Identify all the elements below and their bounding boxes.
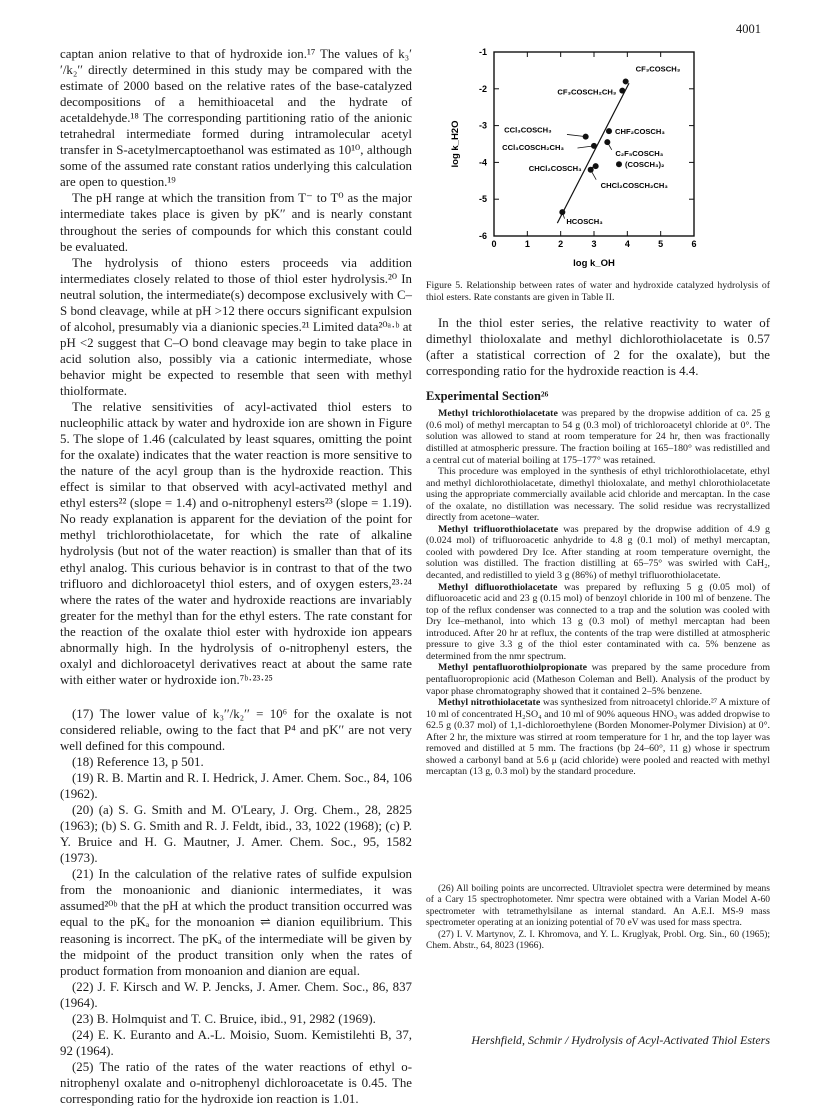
right-text <box>426 315 770 404</box>
data-point <box>606 128 612 134</box>
experimental-paragraph: Methyl trifluorothiolacetate was prepared by the dropwise addition of 4.9 g (0.024 mol) of trifluoroacetic anhydride to 4.8 g (0.1 mol) of methyl mercaptan, cooled with powdered Dry Ice. After standing at room temperature overnight, the solution was distilled. The fraction distilling at 65–75° was swirled with CaH₂, decanted, and redistilled to yield 3 g (86%) of methyl trifluorothiolacetate. <box>426 523 770 582</box>
point-label: (COSCH₃)₂ <box>625 160 665 170</box>
section-heading: Experimental Section²⁶ <box>426 389 549 404</box>
x-tick-label: 6 <box>691 239 697 249</box>
reference: (21) In the calculation of the relative rates of sulfide expulsion from the monoanionic and dianionic intermediates, it was assumed²⁰ᵇ that the pH at which the product transition occurred was equal to the pKₐ for the monoanion ⇌ dianion equilibrium. This reasoning is incorrect. The pKₐ of the intermediate will be given by the midpoint of the product transition only when the rates of product formation from monoanion and dianion are equal. <box>60 867 412 978</box>
page-number: 4001 <box>736 22 761 36</box>
experimental-paragraph: Methyl nitrothiolacetate was synthesized from nitroacetyl chloride.²⁷ A mixture of 10 ml of concentrated H₂SO₄ and 10 ml of 90% aqueous HNO₃ was added dropwise to 62.5 g (0.37 mol) of 1,1-dichloroethylene (Borden Monomer-Polymer Division) at 0°. After 2 hr, the mixture was stirred at room temperature for 1 hr, and the top layer was removed and distilled at 5 mm. The fractions (bp 24–60°, 11 g) whose ir spectrum showed a carbonyl band at 5.6 μ (acid chloride) were pooled and reacted with methyl mercaptan (13 g, 0.3 mol) by the standard procedure. <box>426 697 770 778</box>
x-tick-label: 5 <box>658 239 664 249</box>
y-tick-label: -5 <box>478 194 487 205</box>
footnotes <box>426 884 770 952</box>
point-label: CF₃COSCH₃ <box>635 64 681 74</box>
reference: (23) B. Holmquist and T. C. Bruice, ibid., 91, 2982 (1969). <box>72 1011 376 1026</box>
reference: (19) R. B. Martin and R. I. Hedrick, J. Amer. Chem. Soc., 84, 106 (1962). <box>60 771 412 802</box>
data-point <box>559 209 565 215</box>
footnote: (26) All boiling points are uncorrected. Ultraviolet spectra were determined by means of a Cary 15 spectrophotometer. Nmr spectra were obtained with a Varian Model A-60 spectrometer with tetramethylsilane as internal standard. An A.E.I. MS-9 mass spectrometer operating at an ionizing potential of 70 eV was used for mass spectra. <box>426 884 770 929</box>
experimental-paragraph: Methyl difluorothiolacetate was prepared by refluxing 5 g (0.05 mol) of difluoroacetic acid and 23 g (0.15 mol) of benzoyl chloride in 100 ml of benzene. The top of the reflux condenser was connected to a trap and the solution was cooled with Dry Ice–methanol, into which 13 g (0.3 mol) of methyl mercaptan had been introduced. After 20 hr at reflux, the contents of the trap were distilled at atmospheric pressure to give 3.3 g of the thiol ester contaminated with ca. 5% benzene as determined from the nmr spectrum. <box>426 581 770 662</box>
label-leader <box>567 134 586 136</box>
y-tick-label: -4 <box>478 157 487 168</box>
y-axis-label: log k_H2O <box>450 120 461 168</box>
point-label: HCOSCH₃ <box>566 217 603 227</box>
experimental-paragraph: This procedure was employed in the synthesis of ethyl trichlorothiolacetate, ethyl and methyl dichlorothiolacetate, dimethyl thioloxalate, and methyl chlorothiolacetate using the appropriate commercially available acid chloride and mercaptan. In the case of the oxalate, no distillation was necessary. The solid residue was recrystallized directly from acetone–water. <box>426 466 770 524</box>
paragraph: In the thiol ester series, the relative reactivity to water of dimethyl thioloxalate and methyl dichlorothiolacetate is 0.57 (after a statistical correction of 2 for the oxalate), but the corresponding ratio for the hydroxide reaction is 4.4. <box>426 316 770 379</box>
paragraph: The hydrolysis of thiono esters proceeds via addition intermediates closely related to those of thiol ester hydrolysis.²⁰ In neutral solution, the intermediate(s) decompose exclusively with C–S bond cleavage, while at pH >12 there occurs significant expulsion of alcohol, presumably via a dianionic species.²¹ Limited data²⁰ᵃ·ᵇ at pH <2 suggest that C–O bond cleavage may begin to take place in acid solution also, possibly via a cationic intermediate, whose behavior might be expected to resemble that seen with methyl thiolformate. <box>60 255 412 398</box>
left-column <box>60 46 412 1107</box>
x-tick-label: 1 <box>524 239 530 249</box>
data-point <box>616 161 622 167</box>
x-tick-label: 4 <box>624 239 630 249</box>
reference: (24) E. K. Euranto and A.-L. Moisio, Suom. Kemistilehti B, 37, 92 (1964). <box>60 1027 412 1058</box>
label-leader <box>591 170 597 180</box>
reference: (22) J. F. Kirsch and W. P. Jencks, J. Amer. Chem. Soc., 86, 837 (1964). <box>60 979 412 1010</box>
point-label: C₂F₅COSCH₃ <box>615 149 664 159</box>
y-tick-label: -1 <box>478 47 487 57</box>
x-tick-label: 3 <box>591 239 597 249</box>
data-point <box>604 139 610 145</box>
paragraph: The pH range at which the transition from T⁻ to T⁰ as the major intermediate takes place is given by pK′′ and is nearly constant throughout the series of compounds for which this constant could be evaluated. <box>60 191 412 254</box>
footnote: (27) I. V. Martynov, Z. I. Khromova, and Y. L. Kruglyak, Probl. Org. Sin., 60 (1965); Chem. Abstr., 64, 8023 (1966). <box>426 929 770 952</box>
paragraph: The relative sensitivities of acyl-activated thiol esters to nucleophilic attack by water and hydroxide ion are shown in Figure 5. The slope of 1.46 (calculated by least squares, omitting the point for the oxalate) indicates that the water reaction is more sensitive to the nature of the acyl group than is the hydroxide reaction. This effect is similar to that observed with acyl-activated methyl and ethyl esters²² (slope = 1.4) and o-nitrophenyl esters²³ (slope = 1.19). No ready explanation is apparent for the deviation of the point for methyl trichlorothiolacetate, for which the rate of alkaline hydrolysis (but not of the water reaction) is smaller than that of its ethyl analog. This curious behavior is in contrast to that of the two trifluoro and dichloroacetyl thiol esters, and of oxygen esters,²³·²⁴ where the rates of the water and hydroxide reactions are invariably greater for the methyl than for the ethyl esters. The rate constant for the reaction of the oxalate thiol ester with hydroxide ion appears abnormally high. In the hydrolysis of o-nitrophenyl esters, the oxalyl and dichloroacetyl derivatives react at about the same rate with either water or hydroxide ion.⁷ᵇ·²³·²⁵ <box>60 400 412 687</box>
experimental-section <box>426 408 770 778</box>
data-point <box>593 163 599 169</box>
figure-caption: Figure 5. Relationship between rates of water and hydroxide catalyzed hydrolysis of thiol esters. Rate constants are given in Table II. <box>426 280 770 303</box>
data-point <box>623 78 629 84</box>
y-tick-label: -6 <box>478 231 487 241</box>
point-label: CHCl₂COSCH₃ <box>528 164 582 174</box>
reference-list <box>60 706 412 1107</box>
reference: (25) The ratio of the rates of the water reactions of ethyl o-nitrophenyl oxalate and o-nitrophenyl dichloroacetate is 0.45. The corresponding ratio for the hydroxide ion reaction is 1.01. <box>60 1059 412 1106</box>
experimental-paragraph: Methyl pentafluorothiolpropionate was prepared by the same procedure from pentafluoropropionic acid (Matheson Coleman and Bell). Analysis of the product by vapor phase chromatography showed that it contained 2–5% benzene. <box>426 662 771 697</box>
figure-5 <box>426 46 770 272</box>
reference: (20) (a) S. G. Smith and M. O'Leary, J. Org. Chem., 28, 2825 (1963); (b) S. G. Smith and R. J. Feldt, ibid., 33, 1022 (1968); (c) P. Y. Bruice and H. G. Mautner, J. Amer. Chem. Soc., 95, 1582 (1973). <box>60 803 412 866</box>
running-footer: Hershfield, Schmir / Hydrolysis of Acyl-Activated Thiol Esters <box>471 1033 770 1047</box>
point-label: CCl₃COSCH₃ <box>504 125 552 135</box>
x-axis-label: log k_OH <box>573 258 615 269</box>
experimental-paragraph: Methyl trichlorothiolacetate was prepared by the dropwise addition of ca. 25 g (0.6 mol) of methyl mercaptan to 54 g (0.3 mol) of trichloroacetyl chloride at 0°. The solution was allowed to stand at room temperature for 24 hr, then was fractionally distilled at atmospheric pressure. The fraction boiling at 165–180° was redistilled and a central cut of material boiling at 175–177° was retained. <box>426 408 770 466</box>
point-label: CHCl₂COSCH₂CH₃ <box>600 180 668 190</box>
data-point <box>619 88 625 94</box>
y-tick-label: -2 <box>478 83 487 94</box>
paragraph: captan anion relative to that of hydroxide ion.¹⁷ The values of k₃′′/k₂′′ directly determined in this study may be compared with the estimate of 2000 based on the relative rates of the base-catalyzed decompositions of a hemithioacetal and the hydrate of acetaldehyde.¹⁸ The corresponding partitioning ratio of the anionic tetrahedral intermediate formed during intramolecular acetyl transfer in S-acetylmercaptoethanol was estimated as 10¹⁰, although some of the assumed rate constant ratios underlying this calculation are open to question.¹⁹ <box>60 47 412 190</box>
x-tick-label: 0 <box>491 239 497 249</box>
x-tick-label: 2 <box>558 239 564 249</box>
reference: (18) Reference 13, p 501. <box>72 755 204 770</box>
reference: (17) The lower value of k₃′′/k₂′′ = 10⁶ for the oxalate is not considered reliable, owing to the fact that P⁴ and pK′′ are not very well defined for this compound. <box>60 706 412 753</box>
y-tick-label: -3 <box>478 120 487 131</box>
point-label: CCl₃COSCH₂CH₃ <box>502 142 564 152</box>
right-column <box>426 46 770 778</box>
point-label: CF₃COSCH₂CH₃ <box>557 87 617 97</box>
scatter-chart <box>426 46 770 272</box>
point-label: CHF₂COSCH₃ <box>615 127 665 137</box>
